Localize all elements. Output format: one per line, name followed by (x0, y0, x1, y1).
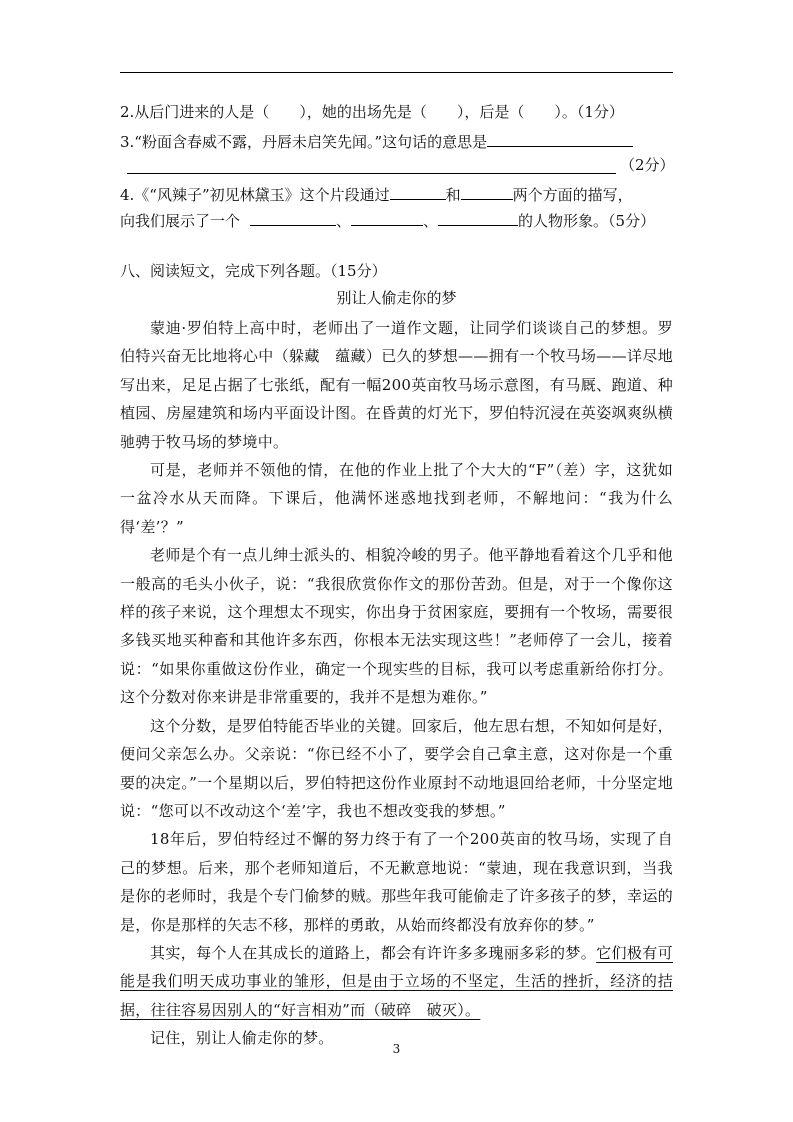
question-4-and: 和 (445, 186, 461, 204)
paragraph-6 (120, 939, 673, 1024)
question-4-suffix: 两个方面的描写， (512, 186, 633, 204)
question-3-prompt: 3.“粉面含春威不露，丹唇未启笑先闻。”这句话的意思是 (120, 133, 488, 151)
question-3-score: （2分） (620, 156, 675, 174)
question-3 (120, 130, 633, 152)
question-4-prompt: 4.《“风辣子”初见林黛玉》这个片段通过 (120, 186, 390, 204)
question-4-blank-1[interactable] (390, 183, 446, 200)
paragraph-1: 蒙迪·罗伯特上高中时，老师出了一道作文题，让同学们谈谈自己的梦想。罗伯特兴奋无比地将心中（躲藏 蕴藏）已久的梦想——拥有一个牧马场——详尽地写出来，足足占据了七张纸，配有一幅200英亩牧马场示意图，有马厩、跑道、种植园、房屋建筑和场内平面设计图。在昏黄的灯光下，罗伯特沉浸在英姿飒爽纵横驰骋于牧马场的梦境中。 (120, 319, 673, 451)
paragraph-7: 记住，别让人偷走你的梦。 (150, 1029, 334, 1048)
question-4-sep-1: 、 (336, 212, 352, 230)
article-body (120, 314, 673, 1053)
paragraph-4: 这个分数，是罗伯特能否毕业的关键。回家后，他左思右想，不知如何是好，便问父亲怎么办。父亲说：“你已经不小了，要学会自己拿主意，这对你是一个重要的决定。”一个星期以后，罗伯特把这份作业原封不动地退回给老师，十分坚定地说：“您可以不改动这个‘差’字，我也不想改变我的梦想。” (120, 716, 673, 820)
question-4-line-2 (120, 209, 655, 231)
underlined-sentence: 它们极有可能是我们明天成功事业的雏形，但是由于立场的不坚定，生活的挫折，经济的拮据，往往容易因别人的“好言相劝”而（破碎 破灭）。 (120, 943, 673, 1019)
article-title: 别让人偷走你的梦 (336, 289, 457, 307)
question-4-line2-suffix: 的人物形象。（5分） (518, 212, 656, 230)
question-2: 2.从后门进来的人是（ ），她的出场先是（ ），后是（ ）。（1分） (120, 103, 624, 121)
question-3-answer-blank[interactable] (487, 130, 633, 147)
question-4-blank-3[interactable] (250, 209, 336, 226)
paragraph-6-text: 其实，每个人在其成长的道路上，都会有许许多多瑰丽多彩的梦。 (150, 943, 597, 962)
page-number: 3 (392, 1042, 401, 1056)
question-4-blank-2[interactable] (461, 183, 513, 200)
question-4-sep-2: 、 (423, 212, 439, 230)
header-rule (120, 72, 673, 73)
question-4-blank-4[interactable] (351, 209, 423, 226)
paragraph-2: 可是，老师并不领他的情，在他的作业上批了个大大的“F”（差）字，这犹如一盆冷水从天而降。下课后，他满怀迷惑地找到老师，不解地问：“我为什么得‘差’？” (120, 461, 673, 536)
question-3-answer-line[interactable] (127, 173, 616, 174)
question-4-line2-prefix: 向我们展示了一个 (120, 212, 241, 230)
section-heading: 八、阅读短文，完成下列各题。（15分） (120, 262, 387, 280)
paragraph-3: 老师是个有一点儿绅士派头的、相貌冷峻的男子。他平静地看着这个几乎和他一般高的毛头小伙子，说：“我很欣赏你作文的那份苦劲。但是，对于一个像你这样的孩子来说，这个理想太不现实，你出身于贫困家庭，要拥有一个牧场，需要很多钱买地买种畜和其他许多东西，你根本无法实现这些！”老师停了一会儿，接着说：“如果你重做这份作业，确定一个现实些的目标，我可以考虑重新给你打分。这个分数对你来讲是非常重要的，我并不是想为难你。” (120, 546, 673, 707)
question-4-line-1 (120, 183, 633, 205)
question-4-blank-5[interactable] (438, 209, 518, 226)
paragraph-5: 18年后，罗伯特经过不懈的努力终于有了一个200英亩的牧马场，实现了自己的梦想。后来，那个老师知道后，不无歉意地说：“蒙迪，现在我意识到，当我是你的老师时，我是个专门偷梦的贼。那些年我可能偷走了许多孩子的梦，幸运的是，你是那样的矢志不移，那样的勇敢，从始而终都没有放弃你的梦。” (120, 830, 673, 934)
